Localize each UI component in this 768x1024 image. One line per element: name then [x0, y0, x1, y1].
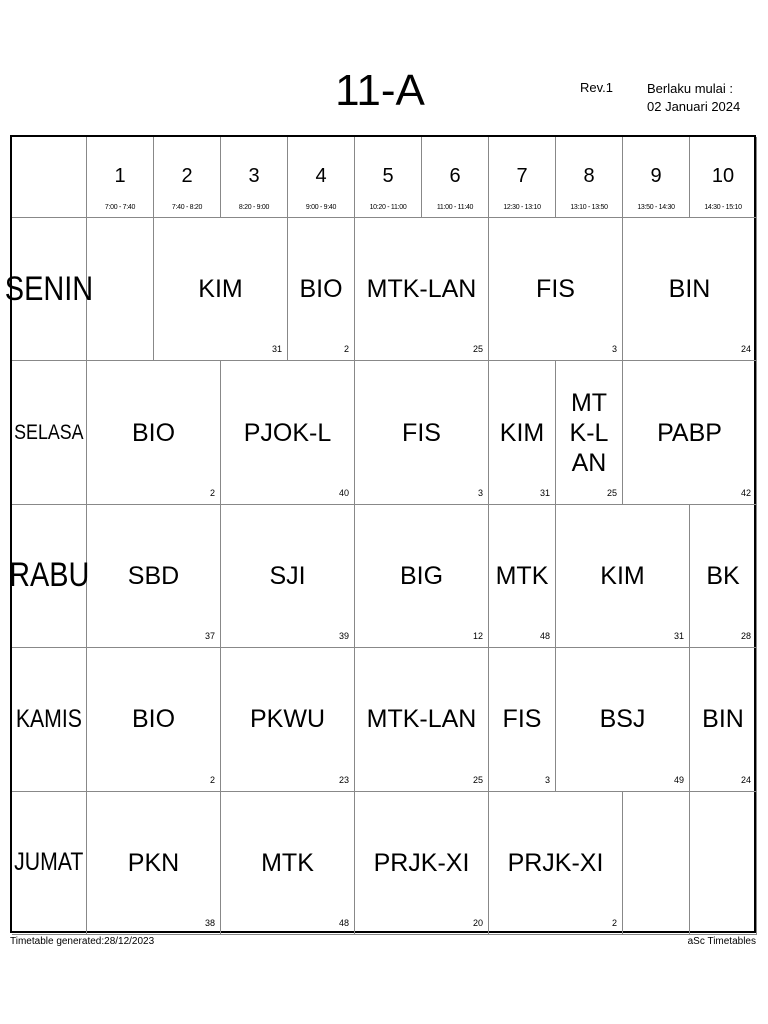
lesson-room: 2 [209, 487, 215, 498]
lesson-subject: BIG [399, 561, 444, 590]
period-time: 10:20 - 11:00 [369, 204, 407, 211]
lesson-cell [623, 792, 690, 935]
lesson-cell [87, 792, 221, 935]
timetable-grid [4, 135, 756, 933]
lesson-cell [355, 218, 489, 361]
period-header [87, 137, 154, 218]
lesson-cell [355, 792, 489, 935]
lesson-room: 40 [338, 487, 349, 498]
lesson-room: 20 [472, 917, 483, 928]
day-name: SELASA [14, 420, 84, 444]
period-header [556, 137, 623, 218]
lesson-room: 31 [271, 344, 282, 355]
lesson-subject: BIO [131, 418, 176, 447]
lesson-subject: FIS [536, 275, 575, 304]
lesson-cell [690, 505, 757, 648]
period-header [422, 137, 489, 218]
period-number: 8 [583, 165, 595, 187]
period-time: 7:40 - 8:20 [171, 204, 203, 211]
lesson-cell [355, 361, 489, 504]
period-time: 13:10 - 13:50 [570, 204, 608, 211]
period-number: 2 [181, 165, 193, 187]
lesson-subject: PRJK-XI [373, 848, 470, 877]
lesson-subject: BK [706, 561, 740, 590]
lesson-subject: FIS [402, 418, 441, 447]
lesson-cell [623, 361, 757, 504]
lesson-cell [556, 648, 690, 791]
period-number: 6 [449, 165, 461, 187]
lesson-room: 2 [343, 344, 349, 355]
lesson-subject: SJI [269, 561, 306, 590]
lesson-cell [87, 505, 221, 648]
period-header [623, 137, 690, 218]
lesson-cell [87, 361, 221, 504]
period-time: 8:20 - 9:00 [238, 204, 270, 211]
lesson-room: 2 [209, 774, 215, 785]
lesson-cell [288, 218, 355, 361]
lesson-cell [690, 648, 757, 791]
lesson-cell [489, 505, 556, 648]
lesson-room: 2 [611, 917, 617, 928]
corner-cell [12, 137, 87, 218]
lesson-subject: SBD [127, 561, 180, 590]
lesson-subject: MTK-LAN [569, 388, 609, 477]
day-label-cell [12, 792, 87, 935]
lesson-room: 25 [472, 774, 483, 785]
period-header [154, 137, 221, 218]
lesson-room: 38 [204, 917, 215, 928]
valid-from [647, 80, 740, 116]
lesson-room: 31 [673, 631, 684, 642]
day-name: RABU [8, 556, 90, 595]
lesson-room: 39 [338, 631, 349, 642]
lesson-subject: MTK-LAN [366, 275, 477, 304]
period-number: 5 [382, 165, 394, 187]
lesson-cell [221, 361, 355, 504]
period-header [221, 137, 288, 218]
lesson-cell [221, 648, 355, 791]
period-number: 4 [315, 165, 327, 187]
lesson-subject: PRJK-XI [507, 848, 604, 877]
lesson-subject: KIM [499, 418, 545, 447]
lesson-subject: PKN [127, 848, 180, 877]
day-label-cell [4, 218, 94, 361]
day-name: SENIN [4, 269, 94, 308]
day-name: JUMAT [14, 848, 84, 877]
revision-label: Rev.1 [580, 80, 613, 95]
lesson-room: 3 [544, 774, 550, 785]
day-label-cell [12, 648, 87, 791]
day-name: KAMIS [15, 704, 83, 733]
period-time: 13:50 - 14:30 [637, 204, 675, 211]
lesson-room: 24 [740, 774, 751, 785]
period-time: 14:30 - 15:10 [704, 204, 742, 211]
lesson-cell [690, 792, 757, 935]
period-number: 7 [516, 165, 528, 187]
period-time: 11:00 - 11:40 [436, 204, 474, 211]
lesson-room: 48 [338, 917, 349, 928]
lesson-subject: MTK [495, 561, 549, 590]
period-number: 1 [114, 165, 126, 187]
lesson-cell [355, 648, 489, 791]
lesson-room: 23 [338, 774, 349, 785]
period-header [355, 137, 422, 218]
period-header [489, 137, 556, 218]
period-number: 10 [711, 165, 735, 187]
lesson-room: 37 [204, 631, 215, 642]
lesson-cell [154, 218, 288, 361]
lesson-subject: MTK [261, 848, 314, 877]
lesson-room: 3 [477, 487, 483, 498]
lesson-cell [489, 218, 623, 361]
valid-from-date: 02 Januari 2024 [647, 99, 741, 114]
lesson-subject: MTK-LAN [366, 705, 477, 734]
generated-date: Timetable generated:28/12/2023 [10, 936, 155, 947]
lesson-room: 25 [472, 344, 483, 355]
day-label-cell [8, 505, 90, 648]
lesson-cell [221, 792, 355, 935]
lesson-subject: PKWU [250, 705, 325, 734]
period-number: 3 [248, 165, 260, 187]
lesson-cell [87, 648, 221, 791]
period-time: 7:00 - 7:40 [104, 204, 136, 211]
lesson-subject: BIO [299, 275, 343, 304]
lesson-subject: FIS [502, 705, 542, 734]
lesson-room: 49 [673, 774, 684, 785]
lesson-room: 42 [740, 487, 751, 498]
period-number: 9 [650, 165, 662, 187]
lesson-subject: PJOK-L [243, 418, 332, 447]
lesson-cell [489, 792, 623, 935]
lesson-room: 12 [472, 631, 483, 642]
lesson-room: 48 [539, 631, 550, 642]
day-label-cell [12, 361, 87, 504]
period-header [288, 137, 355, 218]
lesson-room: 24 [740, 344, 751, 355]
lesson-subject: PABP [657, 418, 722, 447]
lesson-cell [489, 361, 556, 504]
valid-from-label: Berlaku mulai : [647, 81, 733, 96]
lesson-cell [556, 505, 690, 648]
lesson-cell [556, 361, 623, 504]
generator-credit: aSc Timetables [687, 936, 756, 947]
period-time: 9:00 - 9:40 [305, 204, 337, 211]
lesson-subject: BIO [131, 705, 176, 734]
lesson-room: 31 [539, 487, 550, 498]
lesson-room: 25 [606, 487, 617, 498]
lesson-cell [355, 505, 489, 648]
lesson-cell [489, 648, 556, 791]
lesson-subject: KIM [600, 561, 645, 590]
lesson-cell [87, 218, 154, 361]
period-time: 12:30 - 13:10 [503, 204, 541, 211]
lesson-room: 3 [611, 344, 617, 355]
lesson-subject: KIM [198, 275, 243, 304]
period-header [690, 137, 757, 218]
lesson-subject: BSJ [599, 705, 646, 734]
lesson-cell [623, 218, 757, 361]
lesson-subject: BIN [702, 705, 744, 734]
lesson-cell [221, 505, 355, 648]
lesson-subject: BIN [668, 275, 711, 304]
page-title: 11-A [335, 66, 425, 115]
lesson-room: 28 [740, 631, 751, 642]
